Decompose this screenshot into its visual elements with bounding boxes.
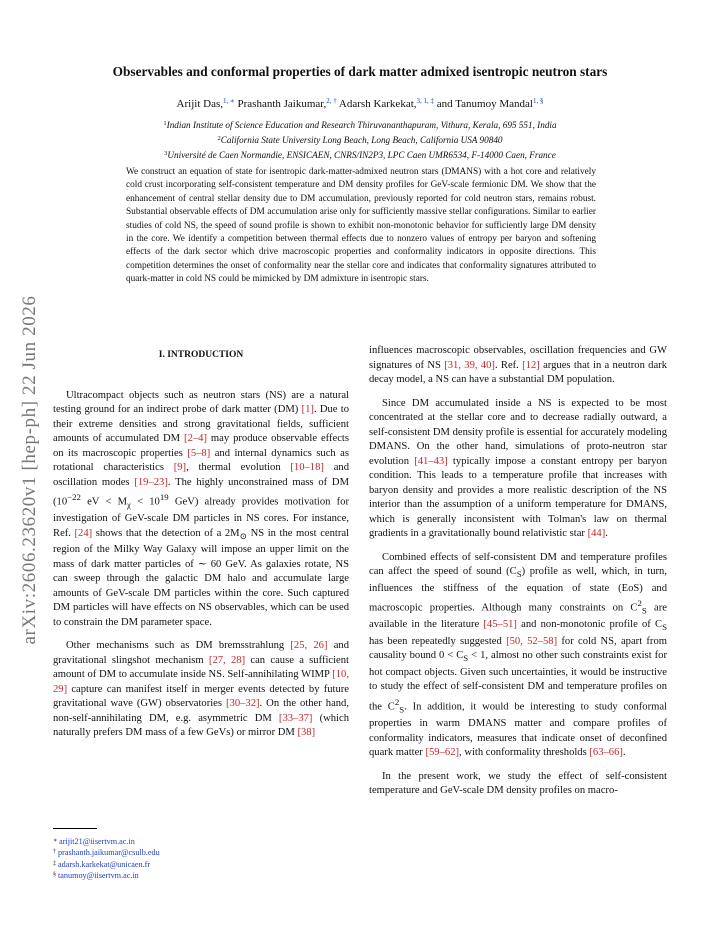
citation-link[interactable]: [2–4] <box>184 433 207 444</box>
citation-link[interactable]: [63–66] <box>589 747 623 759</box>
math-script: S <box>641 605 647 616</box>
left-column <box>53 348 349 741</box>
citation-link[interactable]: [19–23] <box>134 476 168 488</box>
math-script: S <box>463 653 469 664</box>
body-text: . Due to their extreme densities and strong gravitational fields, sufficient amounts of accumulated DM <box>53 404 350 444</box>
body-text: influences macroscopic observables, oscillation frequencies and GW signatures of NS <box>369 345 667 371</box>
paper-title: Observables and conformal properties of dark matter admixed isentropic neutron stars <box>112 64 608 79</box>
author-name: Prashanth Jaikumar, <box>234 98 327 110</box>
affiliation-text: Université de Caen Normandie, ENSICAEN, CNRS/IN2P3, LPC Caen UMR6534, F-14000 Caen, France <box>167 150 556 160</box>
author-marks[interactable]: 2, † <box>326 97 337 105</box>
paragraph <box>369 344 667 388</box>
section-heading: I. INTRODUCTION <box>158 350 244 360</box>
footnote-email[interactable] <box>53 847 353 858</box>
body-text: for cold NS, apart from causality bound 0 < C <box>369 635 667 662</box>
affiliation-list <box>60 117 660 162</box>
citation-link[interactable]: [24] <box>74 527 93 539</box>
body-text: can cause a sufficient amount of DM to accumulate inside NS. Self-annihilating WIMP <box>53 654 350 681</box>
email-link[interactable]: arijit21@iisertvm.ac.in <box>59 837 135 846</box>
citation-link[interactable]: [45–51] <box>483 619 517 631</box>
footnote-mark: ∗ <box>53 838 58 844</box>
body-text: (which naturally prefers DM mass of a few GeVs) or mirror DM <box>53 712 349 739</box>
math-script: 19 <box>159 492 169 502</box>
paragraph <box>53 639 349 741</box>
body-text: . On the other hand, non-self-annihilating DM, e.g. asymmetric DM <box>53 698 350 724</box>
body-text: , thermal evolution <box>186 462 291 473</box>
paragraph <box>369 397 667 542</box>
citation-link[interactable]: [33–37] <box>278 712 313 724</box>
affiliation <box>60 132 660 147</box>
body-text: Ultracompact objects such as neutron stars (NS) are a natural testing ground for an indirect probe of dark matter (DM) <box>53 389 349 415</box>
body-text: . Ref. <box>494 359 523 371</box>
citation-link[interactable]: [31, 39, 40] <box>444 359 495 371</box>
footnote-mark: § <box>53 872 56 879</box>
author-marks[interactable]: 1, § <box>532 97 544 105</box>
citation-link[interactable]: [5–8] <box>187 447 211 459</box>
right-column <box>369 344 667 799</box>
body-text: . The highly unconstrained mass of DM (10 <box>53 476 349 508</box>
body-text: , with conformality thresholds <box>459 747 590 759</box>
citation-link[interactable]: [1] <box>301 404 314 415</box>
email-link[interactable]: adarsh.karkekat@unicaen.fr <box>58 859 151 869</box>
body-text: . In addition, it would be interesting to study conformal properties in warm DMANS matter and compare profiles of conformality indicators, measures that indicate onset of deconfined quark matter <box>369 701 667 759</box>
arxiv-identifier: arXiv:2606.23620v1 [hep-ph] 22 Jun 2026 <box>19 295 40 645</box>
body-text: NS in the most central region of the Milky Way Galaxy will impose an upper limit on the mass of dark matter particles of ∼ 60 GeV. As galaxies rotate, NS can sweep through the galactic DM halo and accumulate large amounts of GeV-scale DM particles within the core. Such captured DM particles will have effects on NS observables, which can be used to constrain the DM parameter space. <box>53 527 350 628</box>
abstract: We construct an equation of state for isentropic dark-matter-admixed neutron stars (DMANS) with a hot core and relatively cold crust incorporating self-consistent temperature and DM density profiles for GeV-scale fermionic DM. We show that the enhancement of central stellar density due to DM accumulation, previously reported for cold neutron stars, remains robust. Substantial observable effects of DM accumulation arise only for sufficiently massive stellar configurations. Similar to earlier studies of cold NS, the speed of sound profile is shown to exhibit non-monotonic behavior for sufficiently large DM density in the core. We identify a competition between thermal effects due to nonzero values of entropy per baryon and softening effects of the dark sector which drive macroscopic properties and conformality indicators in opposite directions. This competition determines the onset of conformality near the stellar core and indicates that conformality signatures attributed to quark-matter in cold NS could be mimicked by DM admixture in isentropic stars. <box>126 167 596 285</box>
body-text: and gravitational slingshot mechanism <box>53 640 349 666</box>
body-text: has been repeatedly suggested <box>369 635 507 647</box>
affiliation <box>60 117 660 132</box>
math-script: χ <box>127 499 131 510</box>
body-text: are available in the literature <box>369 602 667 631</box>
citation-link[interactable]: [25, 26] <box>290 640 328 652</box>
author-name: and Tanumoy Mandal <box>434 98 533 110</box>
citation-link[interactable]: [59–62] <box>425 747 460 759</box>
math-script: S <box>399 704 405 715</box>
footnote-email[interactable] <box>53 836 353 847</box>
body-text: and internal dynamics such as rotational characteristics <box>53 447 349 473</box>
body-text: < 10 <box>130 496 160 508</box>
affiliation <box>60 147 660 162</box>
body-text: ) profile as well, which, in turn, influences the stiffness of the equation of state (EoS) and macroscopic properties. Although many constraints on C <box>369 566 667 614</box>
email-link[interactable]: tanumoy@iisertvm.ac.in <box>58 871 139 881</box>
body-text: GeV) already provides motivation for investigation of GeV-scale DM particles in NS cores. For instance, Ref. <box>53 496 349 539</box>
citation-link[interactable]: [10–18] <box>290 462 324 473</box>
paragraph <box>53 389 349 631</box>
author-marks[interactable]: 3, 1, ‡ <box>416 97 435 105</box>
math-script: 2 <box>394 696 400 707</box>
body-text: eV < M <box>80 496 128 508</box>
author-name: Adarsh Karkekat, <box>336 98 417 110</box>
footnote-email[interactable] <box>53 870 353 881</box>
citation-link[interactable]: [12] <box>522 359 540 371</box>
author-marks[interactable]: 1, ∗ <box>223 97 235 105</box>
citation-link[interactable]: [9] <box>173 462 187 473</box>
email-link[interactable]: prashanth.jaikumar@csulb.edu <box>58 848 160 858</box>
math-script: S <box>662 622 667 633</box>
math-script: ⊙ <box>239 530 247 541</box>
affiliation-text: Indian Institute of Science Education and Research Thiruvananthapuram, Vithura, Kerala, 695 551, India <box>166 120 557 130</box>
body-text: shows that the detection of a 2M <box>92 527 240 539</box>
citation-link[interactable]: [10, 29] <box>53 669 349 695</box>
body-text: Since DM accumulated inside a NS is expected to be most concentrated at the stellar core and to decrease radially outward, a self-consistent DM density profile is essential for accurately modeling DMANS. On the other hand, simulations of proto-neutron star evolution <box>369 397 667 467</box>
affiliation-mark: 3 <box>164 150 168 157</box>
body-text: In the present work, we study the effect of self-consistent temperature and GeV-scale DM density profiles on macro- <box>369 770 667 797</box>
citation-link[interactable]: [44] <box>587 528 606 539</box>
footnote-mark: † <box>53 849 56 856</box>
arxiv-sidebar <box>10 250 50 690</box>
math-script: S <box>516 569 522 580</box>
citation-link[interactable]: [30–32] <box>226 698 260 710</box>
paragraph <box>369 551 667 761</box>
author-name: Arijit Das, <box>176 98 223 110</box>
body-text: . <box>622 747 626 759</box>
affiliation-mark: 1 <box>163 120 167 127</box>
footnote-mark: ‡ <box>53 860 56 867</box>
math-script: 2 <box>637 598 642 609</box>
footnote-email[interactable] <box>53 859 353 870</box>
math-script: −22 <box>67 492 81 502</box>
author-list <box>60 97 660 110</box>
body-text: may produce observable effects on its macroscopic properties <box>53 433 349 459</box>
citation-link[interactable]: [38] <box>297 727 316 739</box>
body-text: Other mechanisms such as DM bremsstrahlung <box>66 640 291 652</box>
affiliation-mark: 2 <box>217 135 221 142</box>
citation-link[interactable]: [27, 28] <box>208 654 246 666</box>
body-text: and oscillation modes <box>53 462 349 488</box>
citation-link[interactable]: [50, 52–58] <box>506 635 558 647</box>
body-text: and non-monotonic profile of C <box>516 619 663 631</box>
body-text: capture can manifest itself in merger events detected by future gravitational wave (GW) observatories <box>53 683 349 710</box>
affiliation-text: California State University Long Beach, Long Beach, California USA 90840 <box>220 135 503 145</box>
footnotes <box>53 818 353 882</box>
body-text: typically impose a constant entropy per baryon condition. This leads to a temperature profile that increases with baryon density and provides a more realistic description of the NS interior than the assumption of a uniform temperature for DMANS, which is generally inconsistent with Tolman's law on thermal gradients in a gravitationally bound relativistic star <box>369 455 667 539</box>
citation-link[interactable]: [41–43] <box>414 455 448 467</box>
body-text: Combined effects of self-consistent DM and temperature profiles can affect the speed of sound (C <box>369 551 667 577</box>
body-text: . <box>605 528 608 539</box>
body-text: argues that in a neutron dark decay model, a NS can have a substantial DM population. <box>369 359 668 385</box>
paragraph <box>369 770 667 799</box>
body-text: < 1, almost no other such constraints exist for hot compact objects. Given such uncertainties, it would be instructive to study the effect of self-consistent DM and temperature profiles on the C <box>369 650 667 713</box>
